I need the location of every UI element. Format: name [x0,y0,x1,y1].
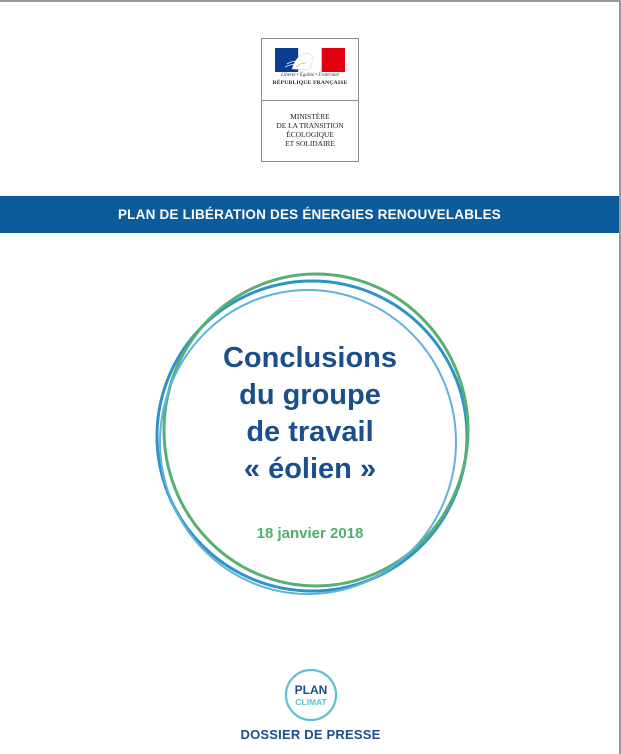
plan-logo-line2: CLIMAT [295,697,327,707]
logo-divider [262,100,358,101]
ministry-line: ÉCOLOGIQUE [286,130,334,139]
banner-title: PLAN DE LIBÉRATION DES ÉNERGIES RENOUVELABLES [117,207,502,222]
republique-francaise-text: RÉPUBLIQUE FRANÇAISE [272,80,348,86]
cover-title-line: de travail [246,416,374,448]
ministry-line: ET SOLIDAIRE [285,139,335,148]
cover-title-line: Conclusions [222,342,397,374]
plan-climat-logo [283,667,339,723]
ministry-line: DE LA TRANSITION [276,121,344,130]
marianne-flag-icon [275,48,345,72]
ministry-line: MINISTÈRE [290,112,330,121]
cover-title-line: du groupe [239,379,381,411]
plan-logo-line1: PLAN [294,683,328,697]
cover-date: 18 janvier 2018 [256,525,364,542]
ministry-name [262,112,358,148]
plan-banner [0,196,619,233]
page-top-border [0,0,621,2]
devise-text: Liberté • Égalité • Fraternité [281,73,339,78]
cover-title-line: « éolien » [243,453,377,485]
dossier-de-presse-label: DOSSIER DE PRESSE [240,727,381,742]
cover-title [170,340,450,488]
ministry-logo [261,38,359,162]
